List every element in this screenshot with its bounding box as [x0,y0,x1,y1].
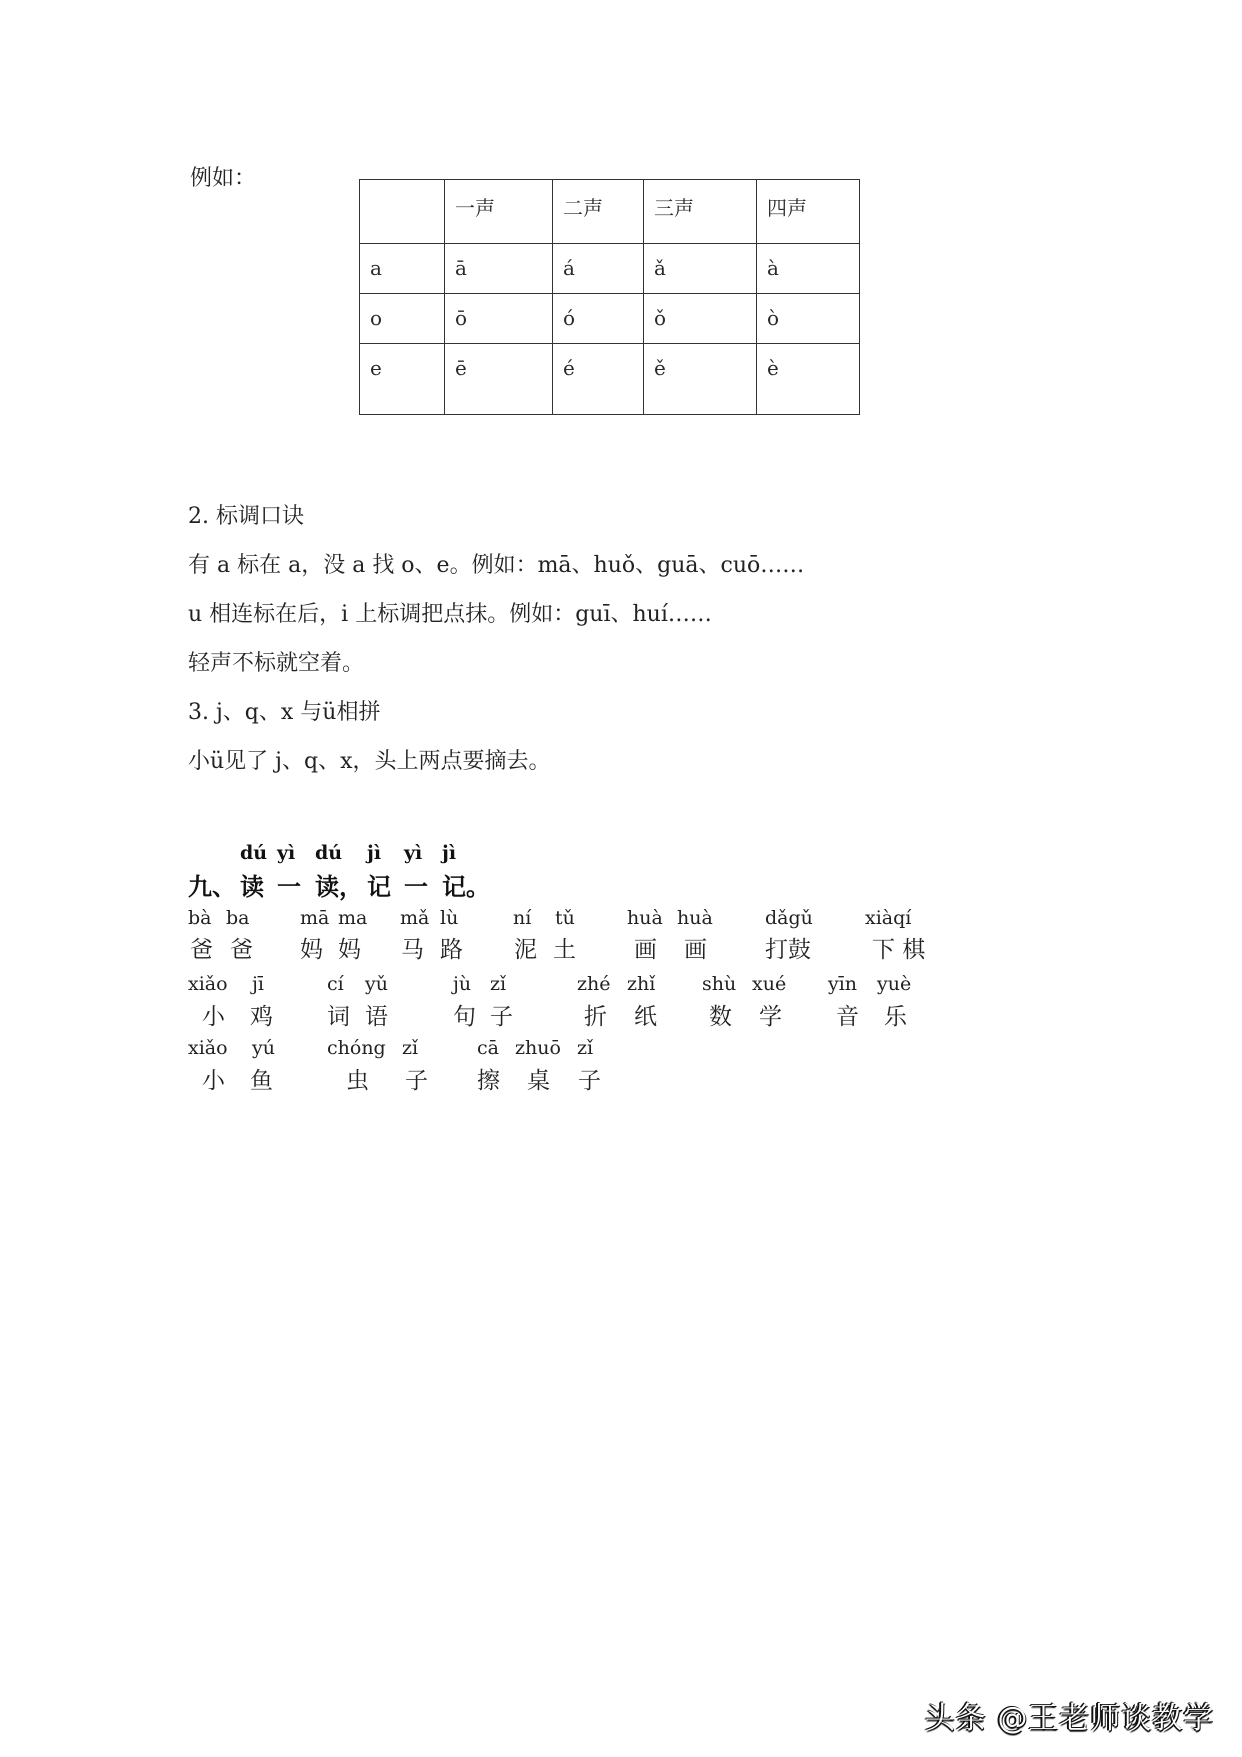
word-char: 音 [836,1004,859,1030]
word-char: 桌 [527,1068,550,1094]
word-char: 数 [709,1004,732,1030]
tone-table-header-row [360,180,860,244]
word-char: 鸡 [250,1004,273,1030]
word-pinyin: yīn [828,973,858,995]
rule-line-4: 小ü见了 j、q、x，头上两点要摘去。 [188,749,551,774]
word-pinyin: huà [627,907,663,929]
tone-cell: é [553,344,644,415]
word-pinyin: yǔ [365,973,388,995]
tone-cell: ě [644,344,757,415]
word-char: 下 棋 [872,937,926,963]
tone-table-row [360,344,860,415]
word-char: 爸 [190,937,213,963]
rule-heading-2: 2. 标调口诀 [188,504,304,529]
vowel-cell: a [360,244,445,294]
title-pinyin: yì [277,842,296,864]
word-pinyin: xiàqí [865,907,912,929]
word-pinyin: xiǎo [188,1037,228,1059]
title-pinyin: dú [315,842,343,864]
tone-table-row [360,294,860,344]
word-pinyin: mā [300,907,330,929]
word-char: 子 [405,1068,428,1094]
word-pinyin: zǐ [402,1037,419,1059]
word-pinyin: zhé [577,973,611,995]
word-char: 鱼 [250,1068,273,1094]
tone-header-4: 四声 [757,180,860,244]
tone-cell: ò [757,294,860,344]
word-pinyin: zǐ [577,1037,594,1059]
tone-table-corner-cell [360,180,445,244]
tone-cell: ē [445,344,553,415]
word-pinyin: yú [252,1037,275,1059]
word-pinyin: xiǎo [188,973,228,995]
tone-cell: è [757,344,860,415]
word-pinyin: xué [752,973,787,995]
title-char: 一 [404,872,428,901]
word-char: 画 [634,937,657,963]
word-char: 词 [327,1004,350,1030]
rule-line-3: 轻声不标就空着。 [188,651,365,676]
tone-cell: ó [553,294,644,344]
tone-cell: á [553,244,644,294]
tone-cell: ō [445,294,553,344]
rule-heading-3: 3. j、q、x 与ü相拼 [188,700,381,725]
word-char: 打鼓 [765,937,811,963]
word-pinyin: zhuō [515,1037,561,1059]
word-char: 妈 [300,937,323,963]
word-pinyin: tǔ [555,907,575,929]
word-pinyin: chóng [327,1037,386,1059]
word-pinyin: ba [226,907,250,929]
word-char: 子 [578,1068,601,1094]
word-char: 土 [553,937,576,963]
title-char: 记 [367,872,391,901]
word-char: 小 [202,1068,225,1094]
title-char: 读 [240,872,264,901]
vowel-cell: o [360,294,445,344]
word-char: 学 [759,1004,782,1030]
word-char: 语 [365,1004,388,1030]
example-label: 例如： [190,166,257,191]
title-char: 记。 [442,872,490,901]
word-char: 虫 [346,1068,369,1094]
tone-header-3: 三声 [644,180,757,244]
word-pinyin: huà [677,907,713,929]
word-char: 泥 [514,937,537,963]
word-char: 折 [584,1004,607,1030]
word-pinyin: ní [513,907,532,929]
watermark: 头条 @王老师谈教学 [925,1701,1215,1736]
word-pinyin: dǎgǔ [765,907,813,929]
title-char: 一 [277,872,301,901]
title-char: 读， [315,872,363,901]
word-pinyin: jī [252,973,264,995]
word-pinyin: cí [327,973,344,995]
word-pinyin: bà [188,907,212,929]
title-pinyin: jì [367,842,382,864]
rule-line-2: u 相连标在后，i 上标调把点抹。例如：guī、huí…… [188,602,712,627]
word-char: 路 [440,937,463,963]
word-pinyin: yuè [877,973,912,995]
tone-cell: ǒ [644,294,757,344]
rule-line-1: 有 a 标在 a，没 a 找 o、e。例如：mā、huǒ、guā、cuō…… [188,553,805,578]
word-char: 画 [684,937,707,963]
word-pinyin: cā [477,1037,499,1059]
word-pinyin: shù [702,973,737,995]
word-char: 子 [490,1004,513,1030]
tone-cell: ǎ [644,244,757,294]
title-pinyin: jì [442,842,457,864]
title-pinyin: yì [404,842,423,864]
title-prefix: 九、 [188,872,236,901]
word-pinyin: zhǐ [627,973,656,995]
tone-cell: ā [445,244,553,294]
word-char: 句 [453,1004,476,1030]
word-pinyin: ma [338,907,368,929]
tone-header-1: 一声 [445,180,553,244]
word-pinyin: lù [440,907,459,929]
tone-cell: à [757,244,860,294]
word-char: 擦 [477,1068,500,1094]
word-char: 纸 [634,1004,657,1030]
title-pinyin: dú [240,842,268,864]
word-char: 妈 [338,937,361,963]
word-pinyin: mǎ [400,907,430,929]
tone-table-row [360,244,860,294]
word-char: 小 [202,1004,225,1030]
tone-header-2: 二声 [553,180,644,244]
word-char: 马 [401,937,424,963]
word-char: 乐 [884,1004,907,1030]
word-char: 爸 [230,937,253,963]
word-pinyin: zǐ [490,973,507,995]
word-pinyin: jù [453,973,472,995]
tone-table [359,179,860,415]
vowel-cell: e [360,344,445,415]
